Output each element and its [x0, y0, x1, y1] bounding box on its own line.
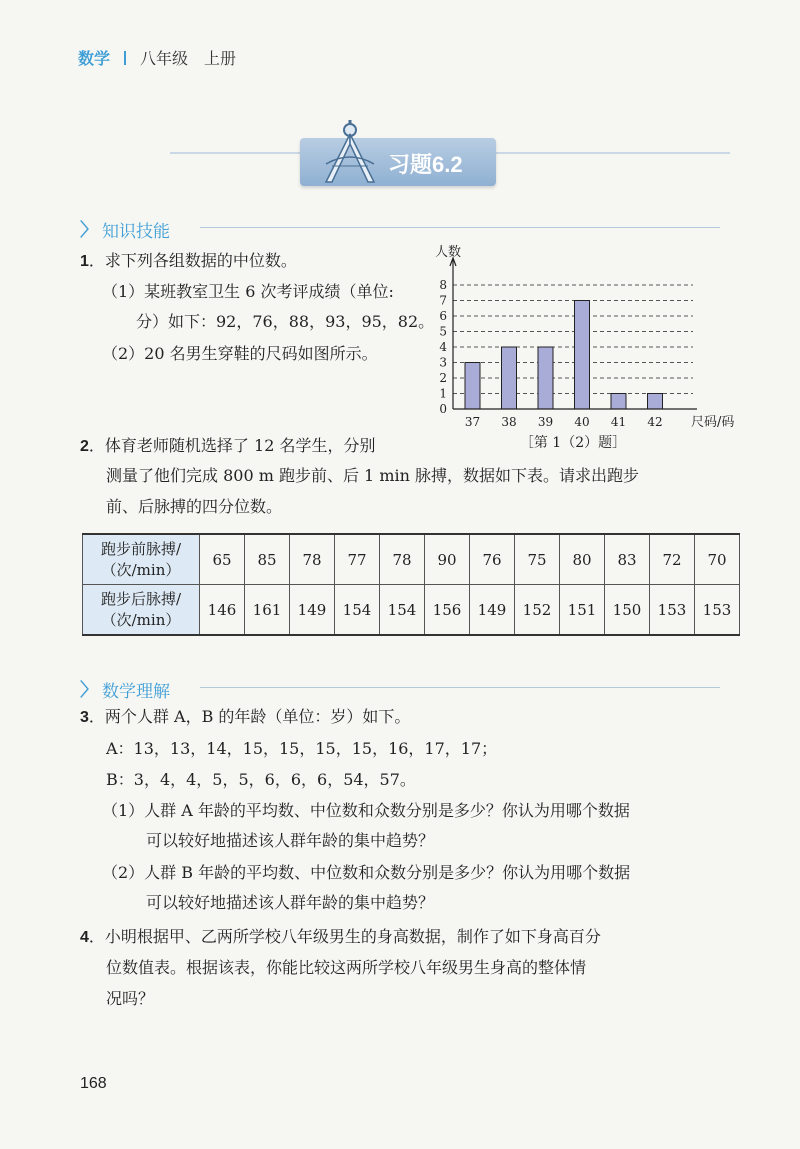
q4-number: 4: [80, 929, 89, 946]
table-row: [83, 585, 740, 636]
q3-data-b: B：3，4，4，5，5，6，6，6，54，57。: [106, 770, 416, 789]
row-header-after: [83, 585, 200, 636]
bar-41: [611, 394, 626, 410]
subject-label: 数学: [78, 51, 111, 68]
q4-line3: 况吗？: [106, 989, 155, 1008]
y-tick-label: 6: [439, 309, 447, 323]
q3-stem-text: 两个人群 A，B 的年龄（单位：岁）如下。: [104, 707, 411, 726]
q4-line2: 位数值表。根据该表，你能比较这两所学校八年级男生身高的整体情: [106, 958, 587, 977]
bar-42: [648, 394, 663, 410]
bar-37: [465, 363, 480, 410]
chevron-right-icon: 〉: [80, 680, 98, 700]
q2-number: 2: [80, 438, 89, 455]
shoe-size-chart: [425, 244, 735, 459]
q2-line1: 2．体育老师随机选择了 12 名学生，分别: [80, 436, 376, 455]
chevron-right-icon: 〉: [80, 220, 98, 240]
table-cell: 161: [245, 585, 290, 636]
q1-number: 1: [80, 253, 89, 270]
table-cell: 78: [380, 534, 425, 585]
y-axis-label: 人数: [435, 245, 462, 260]
q1-stem: 1．求下列各组数据的中位数。: [80, 251, 297, 270]
q3-p2-line1: （2）人群 B 年龄的平均数、中位数和众数分别是多少？你认为用哪个数据: [102, 863, 631, 882]
table-cell: 149: [470, 585, 515, 636]
q3-data-a: A：13，13，14，15，15，15，15，16，17，17；: [106, 739, 498, 758]
table-cell: 151: [560, 585, 605, 636]
table-cell: 146: [200, 585, 245, 636]
table-cell: 152: [515, 585, 560, 636]
q4-line1: 4．小明根据甲、乙两所学校八年级男生的身高数据，制作了如下身高百分: [80, 927, 601, 946]
row-header-after-line2: （次/min）: [101, 610, 181, 629]
table-cell: 83: [605, 534, 650, 585]
y-tick-label: 3: [439, 355, 447, 370]
table-cell: 156: [425, 585, 470, 636]
q3-stem: 3．两个人群 A，B 的年龄（单位：岁）如下。: [80, 707, 411, 726]
table-cell: 80: [560, 534, 605, 585]
table-cell: 150: [605, 585, 650, 636]
row-header-before-line2: （次/min）: [101, 560, 181, 579]
row-header-after-line1: 跑步后脉搏/: [100, 590, 182, 609]
q1-part2: （2）20 名男生穿鞋的尺码如图所示。: [102, 344, 378, 363]
table-cell: 78: [290, 534, 335, 585]
row-header-before: [83, 534, 200, 585]
table-cell: 85: [245, 534, 290, 585]
bar-38: [502, 347, 517, 409]
x-tick-label: 40: [574, 415, 590, 429]
table-cell: 90: [425, 534, 470, 585]
q1-stem-text: 求下列各组数据的中位数。: [104, 251, 297, 270]
q2-line1-text: 体育老师随机选择了 12 名学生，分别: [104, 436, 376, 455]
q2-line3: 前、后脉搏的四分位数。: [106, 497, 283, 516]
y-tick-label: 8: [439, 278, 447, 292]
table-cell: 72: [650, 534, 695, 585]
section-understanding-rule: [200, 687, 720, 688]
table-cell: 153: [650, 585, 695, 636]
y-tick-label: 4: [439, 340, 447, 354]
table-cell: 76: [470, 534, 515, 585]
bar-40: [575, 301, 590, 410]
table-cell: 153: [695, 585, 740, 636]
table-cell: 75: [515, 534, 560, 585]
compass-icon: [318, 120, 382, 186]
section-understanding: [80, 676, 170, 702]
table-cell: 77: [335, 534, 380, 585]
table-cell: 65: [200, 534, 245, 585]
section-skills-label: 知识技能: [102, 221, 170, 241]
header-divider: [124, 51, 126, 65]
q3-p1-line1: （1）人群 A 年龄的平均数、中位数和众数分别是多少？你认为用哪个数据: [102, 801, 630, 820]
q3-p1-line2: 可以较好地描述该人群年龄的集中趋势？: [146, 831, 435, 850]
row-header-before-line1: 跑步前脉搏/: [100, 540, 182, 559]
x-axis-label: 尺码/码: [691, 415, 735, 430]
q4-line1-text: 小明根据甲、乙两所学校八年级男生的身高数据，制作了如下身高百分: [104, 927, 601, 946]
x-tick-label: 42: [647, 415, 663, 429]
section-skills-rule: [200, 227, 720, 228]
y-tick-label: 5: [439, 324, 447, 339]
running-header: [78, 46, 236, 69]
y-tick-label: 7: [439, 293, 447, 308]
bar-39: [538, 347, 553, 409]
y-tick-label: 1: [439, 386, 447, 401]
y-tick-label: 2: [439, 371, 447, 385]
table-cell: 149: [290, 585, 335, 636]
table-cell: 154: [380, 585, 425, 636]
x-tick-label: 39: [537, 415, 554, 429]
exercise-title: 习题6.2: [388, 152, 463, 177]
q3-p2-line2: 可以较好地描述该人群年龄的集中趋势？: [146, 893, 435, 912]
x-tick-label: 38: [501, 415, 517, 429]
page-number: 168: [80, 1075, 107, 1092]
x-tick-label: 41: [610, 415, 627, 429]
section-skills: [80, 216, 170, 242]
grade-label: 八年级 上册: [140, 51, 237, 68]
x-tick-label: 37: [464, 415, 481, 429]
table-cell: 70: [695, 534, 740, 585]
q2-line2: 测量了他们完成 800 m 跑步前、后 1 min 脉搏，数据如下表。请求出跑步: [106, 466, 640, 485]
table-cell: 154: [335, 585, 380, 636]
table-row: [83, 534, 740, 585]
y-tick-label: 0: [439, 402, 447, 416]
q3-number: 3: [80, 709, 89, 726]
chart-caption: ［第 1（2）题］: [519, 435, 627, 451]
section-understanding-label: 数学理解: [102, 681, 170, 701]
q1-part1-line1: （1）某班教室卫生 6 次考评成绩（单位:: [102, 282, 394, 301]
q1-part1-line2: 分）如下：92，76，88，93，95，82。: [136, 312, 435, 331]
pulse-table: [82, 533, 740, 636]
